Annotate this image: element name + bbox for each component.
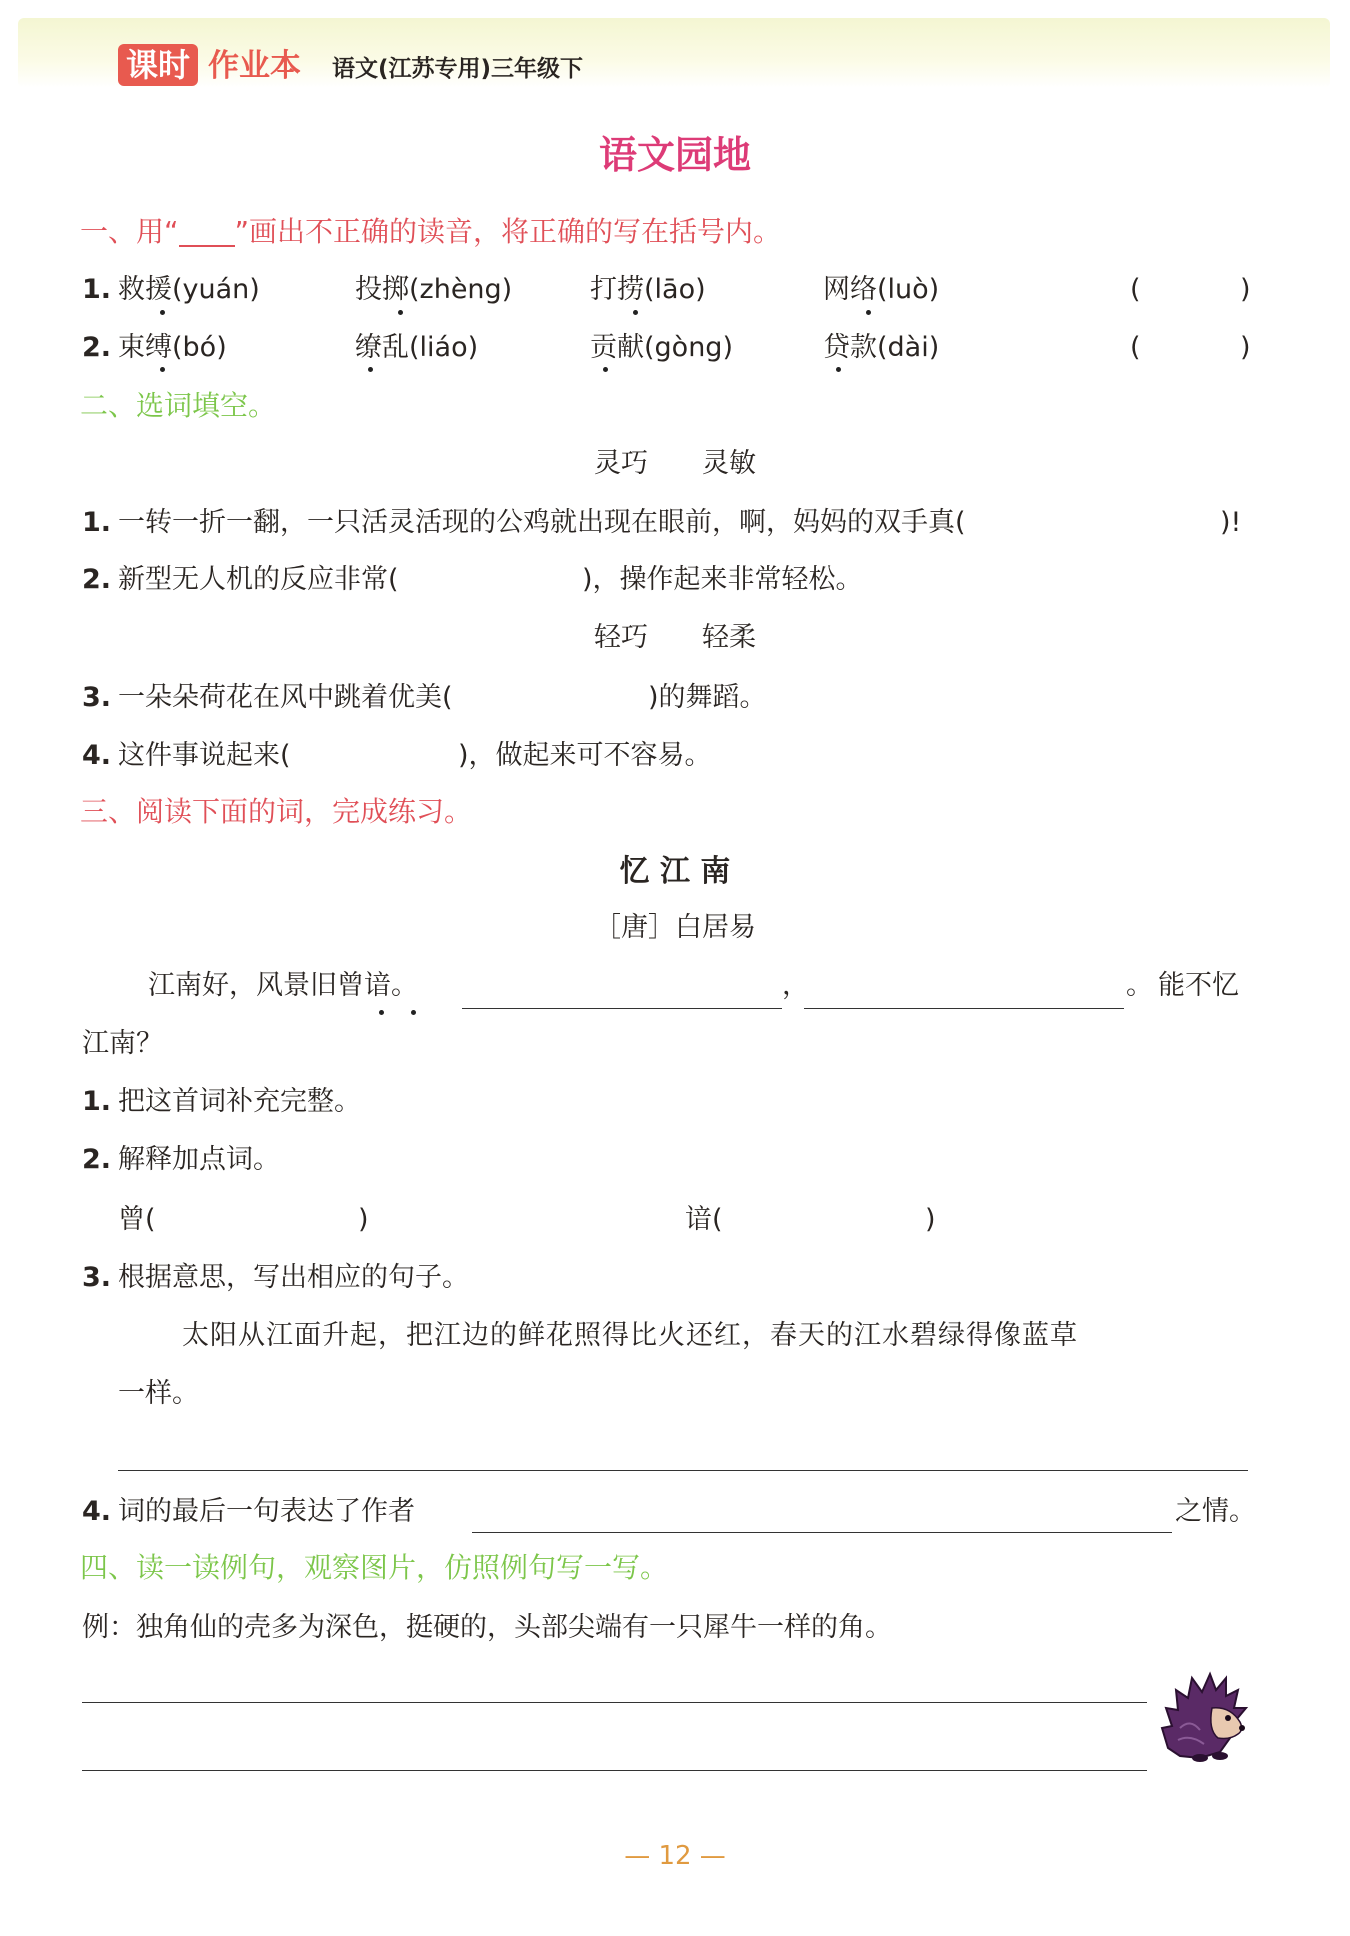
- s2-q1-num: 1.: [82, 507, 112, 538]
- emphasis-dot: [866, 310, 871, 315]
- s2-q3-end: )的舞蹈。: [648, 682, 767, 713]
- s1-row1-answer-field[interactable]: [1140, 272, 1236, 308]
- s3-ceng-answer-field[interactable]: [170, 1202, 350, 1238]
- s2-q4-text: 这件事说起来(: [118, 740, 291, 771]
- s2-q2-end: )，操作起来非常轻松。: [582, 564, 863, 595]
- s1-row2-word4: 贷款(dài): [823, 332, 940, 363]
- s3-word-an-close: ): [925, 1204, 936, 1235]
- s1-row2-answer-close: ): [1240, 332, 1251, 363]
- s3-q4-end: 之情。: [1175, 1496, 1256, 1527]
- s2-q2-num: 2.: [82, 564, 112, 595]
- s3-q3-text: 根据意思，写出相应的句子。: [118, 1262, 469, 1293]
- hedgehog-illustration: [1160, 1668, 1250, 1764]
- emphasis-dot: [160, 367, 165, 372]
- s3-q3-answer-line[interactable]: [118, 1470, 1248, 1471]
- poem-blank-2[interactable]: [804, 1008, 1124, 1009]
- s3-an-answer-field[interactable]: [737, 1202, 917, 1238]
- s1-row1-word2: 投掷(zhèng): [355, 274, 513, 305]
- s3-q1-num: 1.: [82, 1086, 112, 1117]
- poem-line1: 江南好，风景旧曾谙。: [148, 970, 418, 1001]
- poem-blank-1[interactable]: [462, 1008, 782, 1009]
- underline-sample: [179, 219, 235, 247]
- hedgehog-icon: [1162, 1674, 1246, 1762]
- s1-row2-answer-field[interactable]: [1140, 330, 1236, 366]
- s2-q3-num: 3.: [82, 682, 112, 713]
- section2-heading: 二、选词填空。: [80, 389, 277, 422]
- s2-q2-blank[interactable]: [458, 562, 578, 598]
- book-name: 作业本: [208, 48, 301, 84]
- emphasis-dot-ceng: [379, 1010, 384, 1015]
- s3-meaning-line2: 一样。: [118, 1378, 199, 1409]
- poem-line1-end: 能不忆: [1158, 970, 1239, 1001]
- s3-word-ceng-close: ): [358, 1204, 369, 1235]
- s3-q4-num: 4.: [82, 1496, 112, 1527]
- emphasis-dot: [368, 367, 373, 372]
- subject-label: 语文(江苏专用)三年级下: [332, 56, 584, 82]
- poem-title: 忆 江 南: [619, 854, 731, 889]
- s2-q4-blank[interactable]: [330, 738, 450, 774]
- s1-row1-word1: 救援(yuán): [118, 274, 260, 305]
- s1-row1-word4: 网络(luò): [823, 274, 940, 305]
- s3-word-ceng: 曾(: [118, 1204, 156, 1235]
- s1-row2-answer-open: (: [1130, 332, 1141, 363]
- s2-q1-blank[interactable]: [1090, 505, 1210, 541]
- brand-logo: 课时: [118, 44, 198, 86]
- emphasis-dot-an: [411, 1010, 416, 1015]
- section1-heading-b: ”画出不正确的读音，将正确的写在括号内。: [234, 215, 782, 248]
- emphasis-dot: [160, 310, 165, 315]
- emphasis-dot: [398, 310, 403, 315]
- poem-period: 。: [1126, 970, 1153, 1001]
- s3-q2-text: 解释加点词。: [118, 1144, 280, 1175]
- s1-row1-answer-open: (: [1130, 274, 1141, 305]
- section1-heading: [80, 212, 781, 252]
- s4-example: 例：独角仙的壳多为深色，挺硬的，头部尖端有一只犀牛一样的角。: [82, 1612, 892, 1643]
- s2-q4-num: 4.: [82, 740, 112, 771]
- page-number: — 12 —: [624, 1841, 726, 1871]
- s1-row1-answer-close: ): [1240, 274, 1251, 305]
- s3-word-an: 谙(: [685, 1204, 723, 1235]
- page-title: 语文园地: [598, 133, 751, 177]
- section1-heading-a: 一、用“: [80, 215, 179, 248]
- emphasis-dot: [836, 367, 841, 372]
- s1-row1-word3: 打捞(lāo): [590, 274, 706, 305]
- s2-q1-text: 一转一折一翻，一只活灵活现的公鸡就出现在眼前，啊，妈妈的双手真(: [118, 507, 966, 538]
- section3-heading: 三、阅读下面的词，完成练习。: [80, 795, 473, 828]
- s3-q4-answer-line[interactable]: [472, 1532, 1172, 1533]
- s4-answer-line-2[interactable]: [82, 1770, 1147, 1771]
- emphasis-dot: [633, 310, 638, 315]
- s3-q1-text: 把这首词补充完整。: [118, 1086, 361, 1117]
- s3-q3-num: 3.: [82, 1262, 112, 1293]
- s2-q3-blank[interactable]: [520, 680, 640, 716]
- s1-row2-num: 2.: [82, 332, 112, 363]
- s1-row2-word1: 束缚(bó): [118, 332, 227, 363]
- s3-meaning-line1: 太阳从江面升起，把江边的鲜花照得比火还红，春天的江水碧绿得像蓝草: [182, 1320, 1078, 1351]
- s3-q4-text: 词的最后一句表达了作者: [118, 1496, 415, 1527]
- s2-q3-text: 一朵朵荷花在风中跳着优美(: [118, 682, 453, 713]
- s2-q4-end: )，做起来可不容易。: [458, 740, 712, 771]
- s4-answer-line-1[interactable]: [82, 1702, 1147, 1703]
- section4-heading: 四、读一读例句，观察图片，仿照例句写一写。: [80, 1551, 669, 1584]
- s1-row2-word3: 贡献(gòng): [590, 332, 733, 363]
- emphasis-dot: [603, 367, 608, 372]
- s2-word-choices-1: 灵巧 灵敏: [594, 448, 756, 479]
- poem-line2: 江南？: [82, 1028, 163, 1059]
- s3-q2-num: 2.: [82, 1144, 112, 1175]
- s2-q2-text: 新型无人机的反应非常(: [118, 564, 399, 595]
- s1-row1-num: 1.: [82, 274, 112, 305]
- s2-word-choices-2: 轻巧 轻柔: [594, 622, 756, 653]
- s2-q1-end: )!: [1220, 507, 1242, 538]
- poem-author: ［唐］白居易: [594, 912, 756, 943]
- s1-row2-word2: 缭乱(liáo): [355, 332, 479, 363]
- poem-comma: ，: [782, 970, 809, 1001]
